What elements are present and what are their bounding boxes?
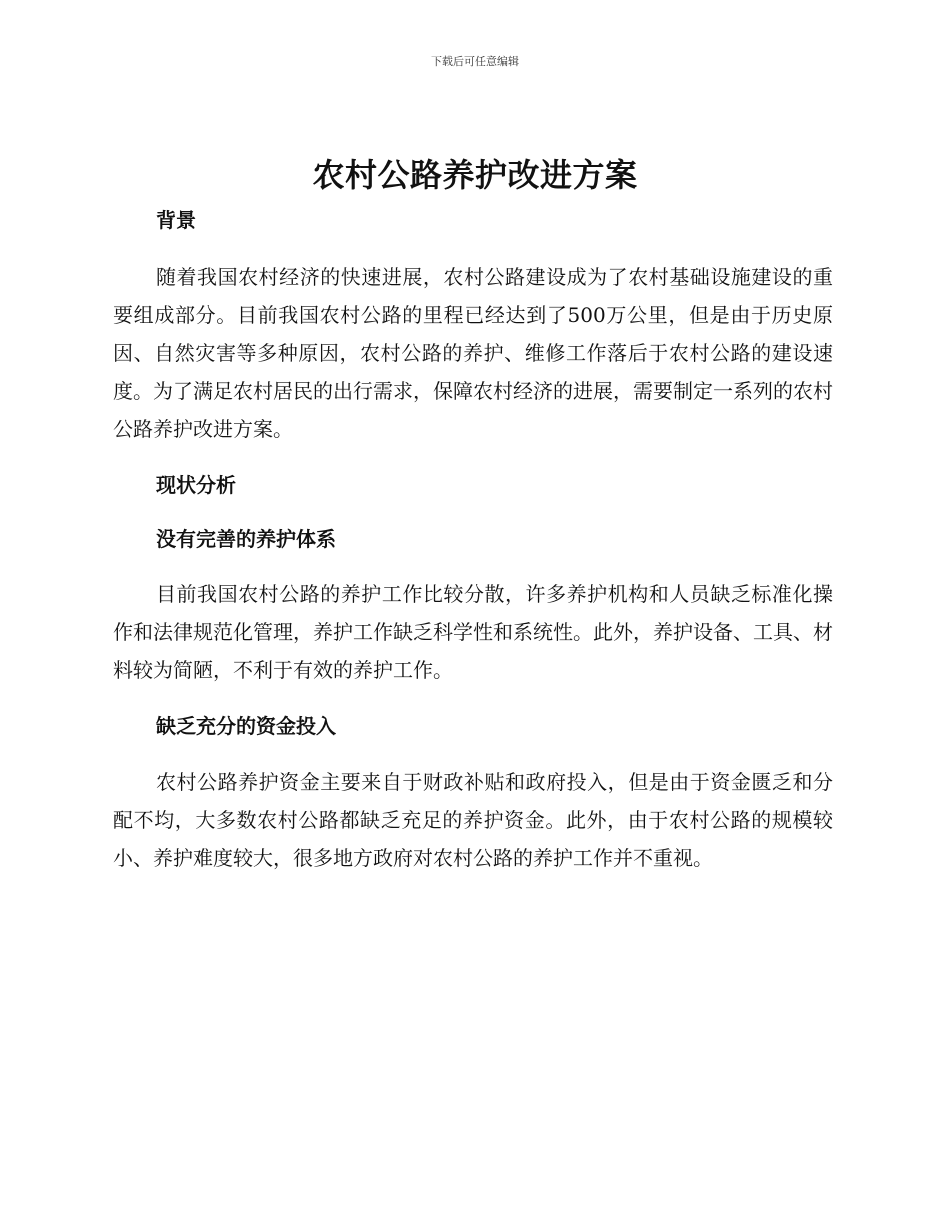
subsection-heading-funding: 缺乏充分的资金投入 bbox=[156, 714, 336, 738]
subsection-heading-no-system: 没有完善的养护体系 bbox=[156, 527, 336, 551]
paragraph-background: 随着我国农村经济的快速进展，农村公路建设成为了农村基础设施建设的重要组成部分。目前我国农村公路的里程已经达到了500万公里，但是由于历史原因、自然灾害等多种原因，农村公路的养护、维修工作落后于农村公路的建设速度。为了满足农村居民的出行需求，保障农村经济的进展，需要制定一系列的农村公路养护改进方案。 bbox=[113, 265, 833, 441]
document-body bbox=[113, 200, 833, 877]
document-title: 农村公路养护改进方案 bbox=[312, 156, 638, 194]
section-heading-background: 背景 bbox=[156, 208, 196, 232]
paragraph-funding: 农村公路养护资金主要来自于财政补贴和政府投入，但是由于资金匮乏和分配不均，大多数农村公路都缺乏充足的养护资金。此外，由于农村公路的规模较小、养护难度较大，很多地方政府对农村公路的养护工作并不重视。 bbox=[113, 770, 833, 870]
section-heading-status-analysis: 现状分析 bbox=[156, 473, 236, 497]
paragraph-no-system: 目前我国农村公路的养护工作比较分散，许多养护机构和人员缺乏标准化操作和法律规范化管理，养护工作缺乏科学性和系统性。此外，养护设备、工具、材料较为简陋，不利于有效的养护工作。 bbox=[113, 582, 833, 682]
header-note: 下载后可任意编辑 bbox=[431, 55, 519, 68]
